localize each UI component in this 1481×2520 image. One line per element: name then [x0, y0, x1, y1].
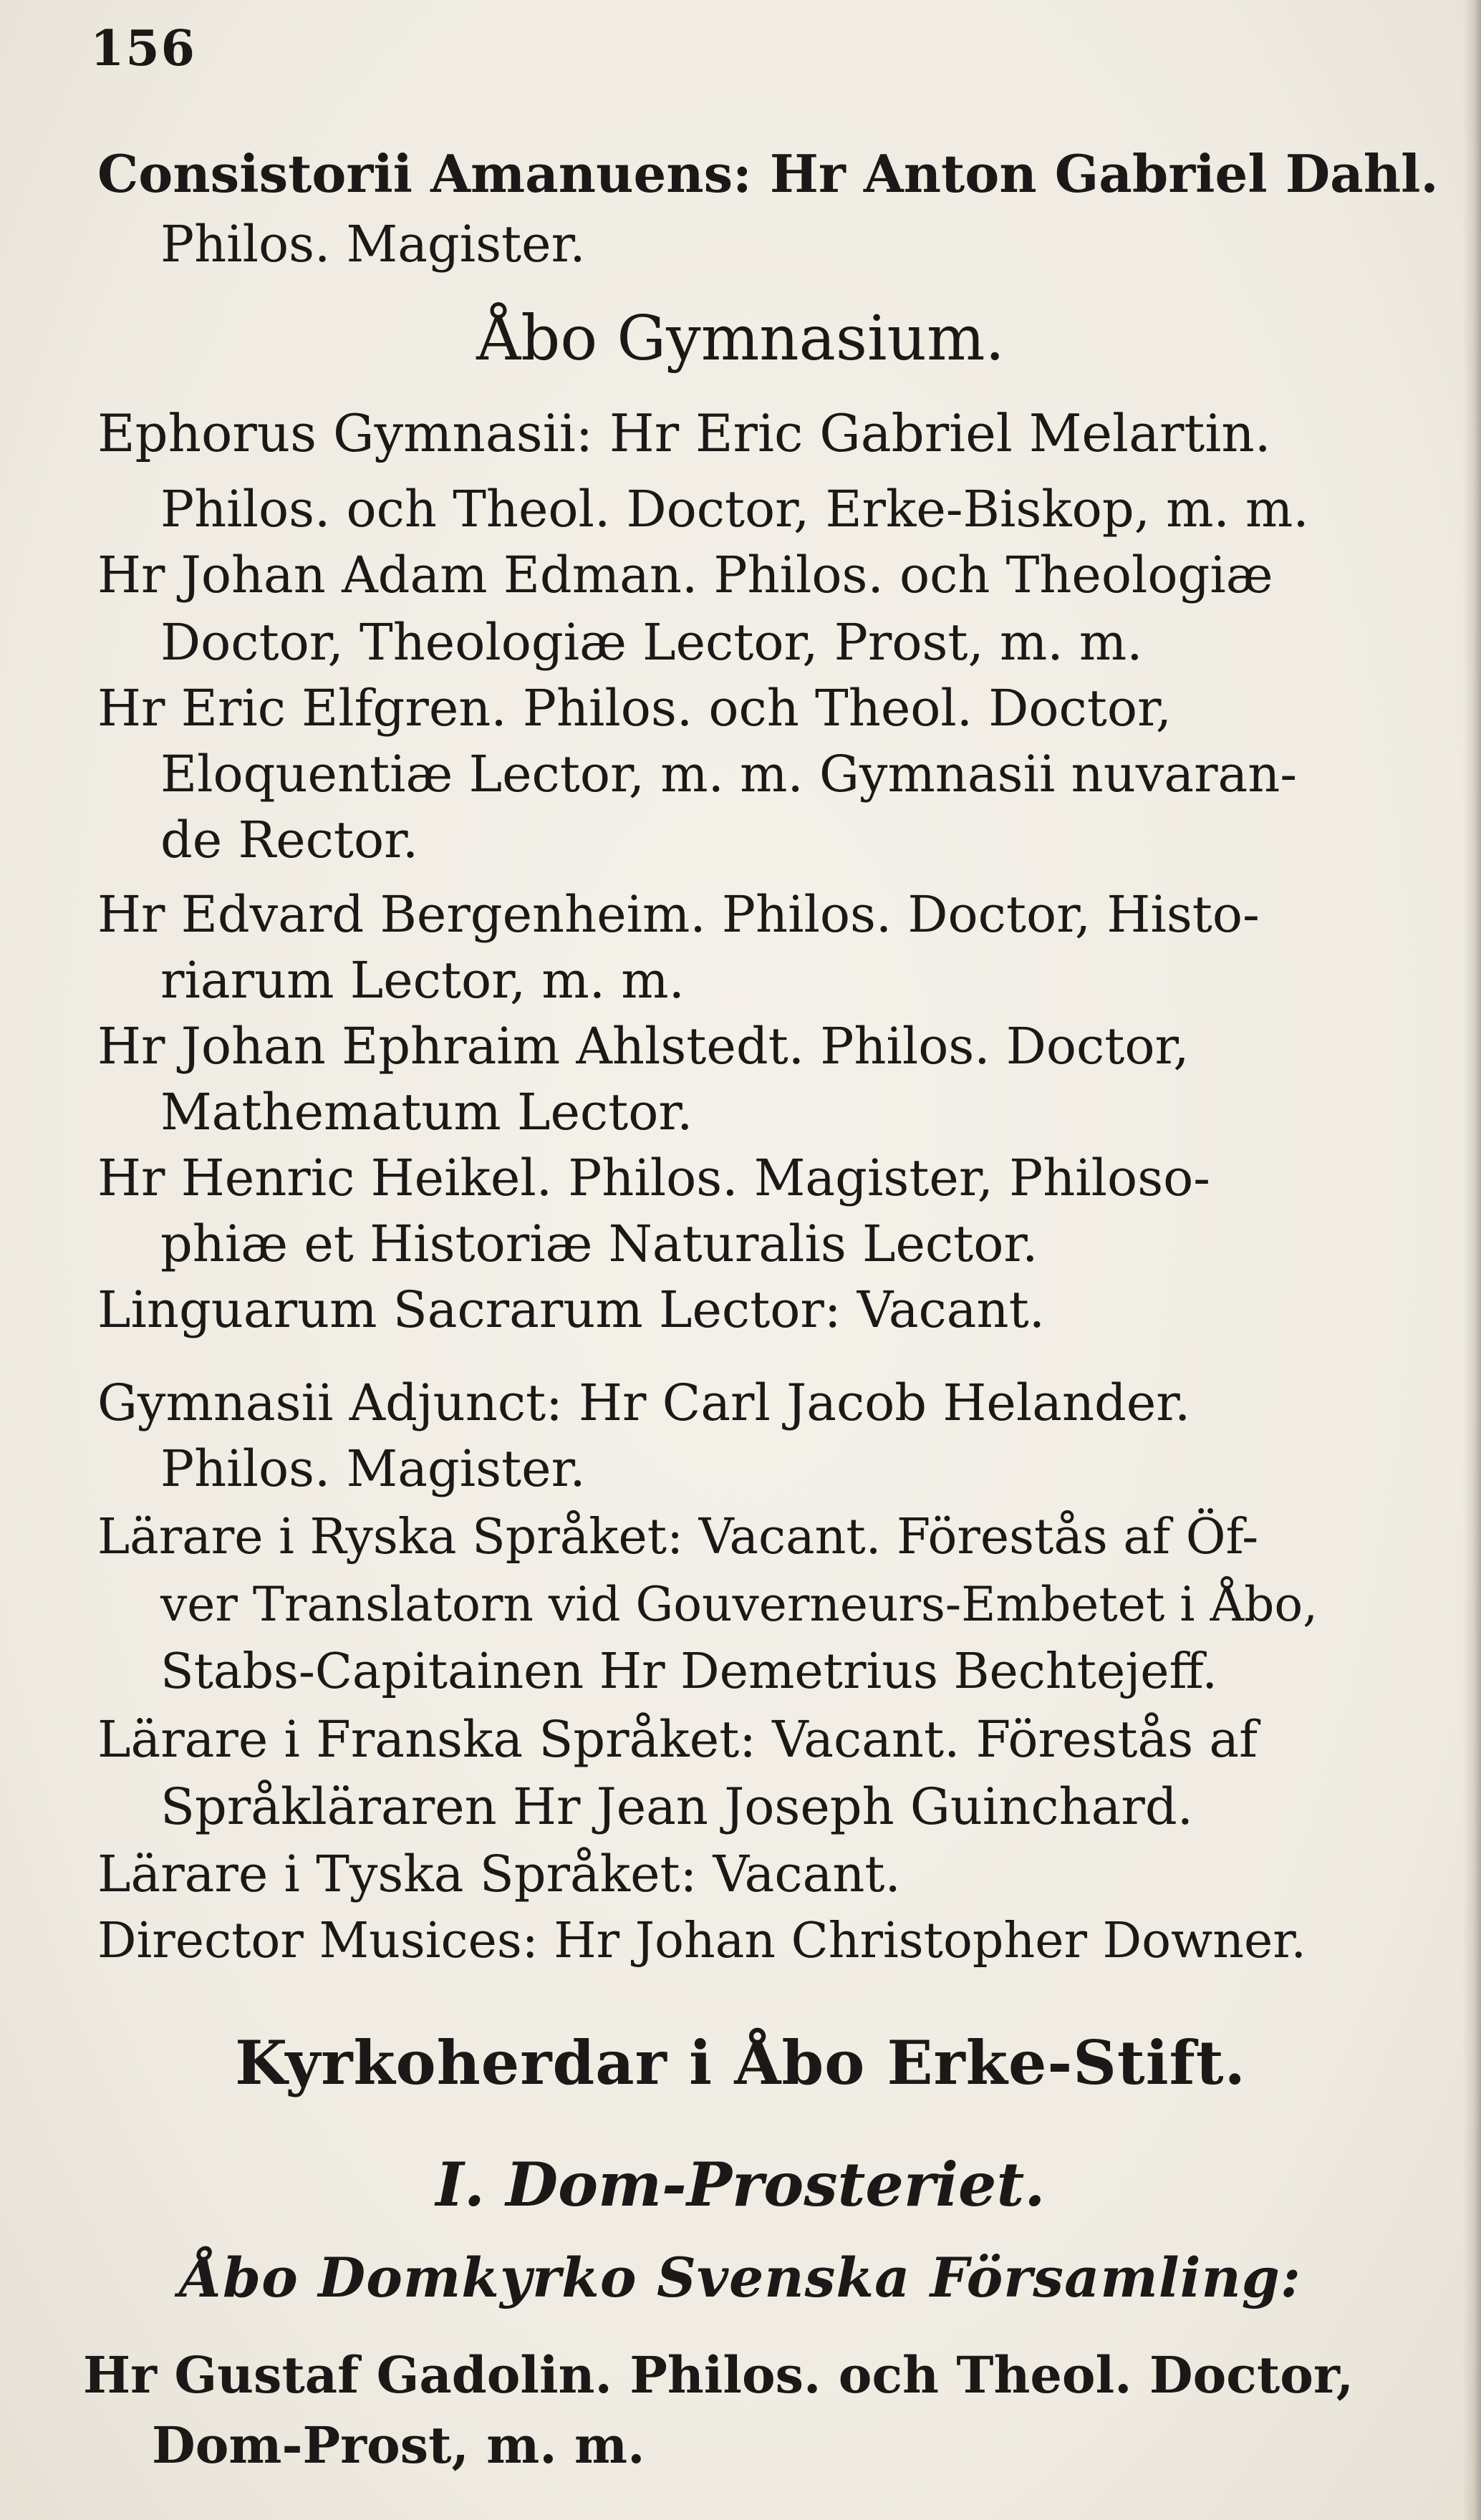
text-line: Ephorus Gymnasii: Hr Eric Gabriel Melartin.: [97, 403, 1271, 463]
text-line: Hr Eric Elfgren. Philos. och Theol. Doctor,: [97, 679, 1172, 738]
text-line: Philos. och Theol. Doctor, Erke-Biskop, m. m.: [160, 480, 1309, 539]
text-line: Hr Johan Adam Edman. Philos. och Theologiæ: [97, 546, 1273, 604]
text-line: Stabs-Capitainen Hr Demetrius Bechtejeff.: [160, 1643, 1218, 1700]
section-heading-kyrkoherdar: Kyrkoherdar i Åbo Erke-Stift.: [235, 2027, 1246, 2098]
text-line: Mathematum Lector.: [160, 1083, 693, 1141]
text-line: Lärare i Franska Språket: Vacant. Förestås af: [97, 1710, 1258, 1769]
page-number: 156: [90, 20, 196, 77]
text-line: Lärare i Tyska Språket: Vacant.: [97, 1845, 901, 1903]
text-line: Hr Johan Ephraim Ahlstedt. Philos. Doctor,: [97, 1017, 1190, 1076]
parish-heading: Åbo Domkyrko Svenska Församling:: [180, 2246, 1301, 2309]
subsection-heading-dom-prosteriet: I. Dom-Prosteriet.: [435, 2149, 1046, 2220]
text-line: Hr Edvard Bergenheim. Philos. Doctor, Histo-: [97, 885, 1260, 944]
text-line: Hr Henric Heikel. Philos. Magister, Philoso-: [97, 1149, 1210, 1207]
text-line: phiæ et Historiæ Naturalis Lector.: [160, 1215, 1038, 1273]
text-line: Eloquentiæ Lector, m. m. Gymnasii nuvaran-: [160, 745, 1297, 803]
text-line: Lärare i Ryska Språket: Vacant. Förestås af Öf-: [97, 1509, 1259, 1565]
text-line: de Rector.: [160, 811, 419, 869]
text-line: Linguarum Sacrarum Lector: Vacant.: [97, 1280, 1045, 1339]
text-line: Philos. Magister.: [160, 215, 586, 274]
text-line: Philos. Magister.: [160, 1439, 586, 1498]
text-line: Consistorii Amanuens: Hr Anton Gabriel Dahl.: [97, 143, 1439, 204]
text-line: riarum Lector, m. m.: [160, 951, 685, 1010]
text-line: Doctor, Theologiæ Lector, Prost, m. m.: [160, 613, 1143, 672]
text-line: Språkläraren Hr Jean Joseph Guinchard.: [160, 1777, 1193, 1836]
text-line: ver Translatorn vid Gouverneurs-Embetet i Åbo,: [160, 1577, 1318, 1632]
page-edge-shadow: [1462, 0, 1481, 2520]
text-line: Hr Gustaf Gadolin. Philos. och Theol. Doctor,: [83, 2345, 1354, 2405]
text-line: Director Musices: Hr Johan Christopher Downer.: [97, 1913, 1306, 1969]
text-line: Dom-Prost, m. m.: [152, 2415, 645, 2475]
section-heading-gymnasium: Åbo Gymnasium.: [476, 303, 1005, 375]
text-line: Gymnasii Adjunct: Hr Carl Jacob Helander.: [97, 1374, 1191, 1432]
